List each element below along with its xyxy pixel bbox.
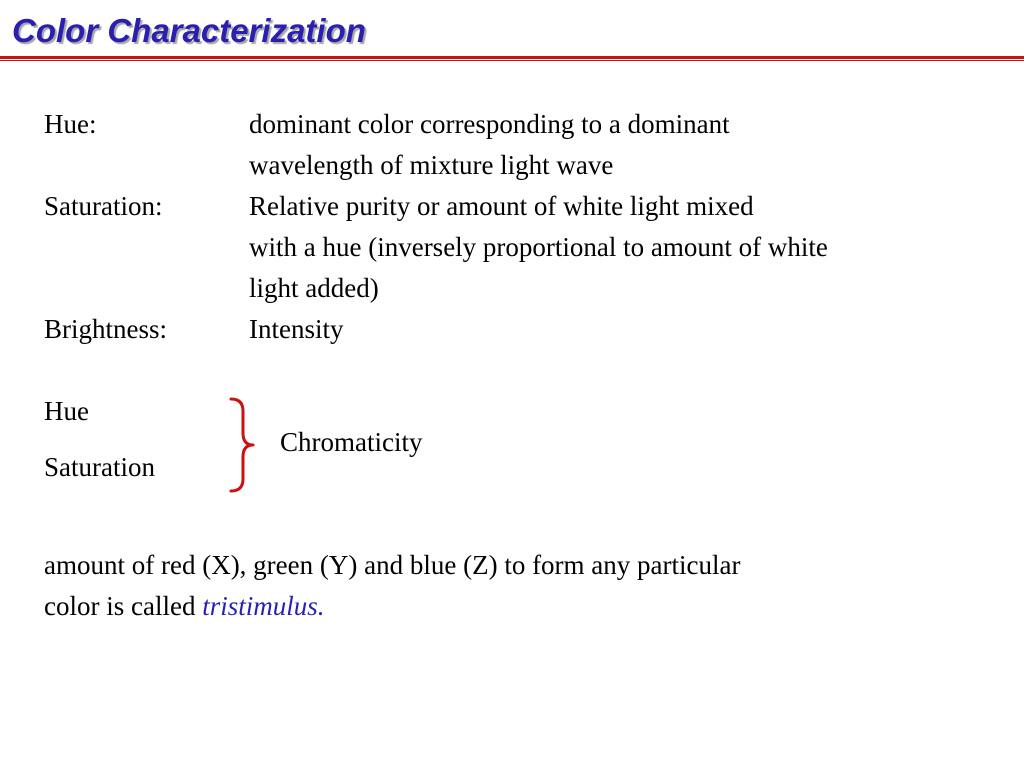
- chromaticity-label: Chromaticity: [280, 427, 423, 457]
- definition-list: [44, 104, 1004, 350]
- chromaticity-component-saturation: Saturation: [44, 452, 155, 482]
- chromaticity-component-hue: Hue: [44, 396, 89, 426]
- definition-line: light added): [249, 273, 379, 303]
- definition-term: Saturation:: [44, 191, 163, 221]
- definition-line: wavelength of mixture light wave: [249, 150, 614, 180]
- definition-description: [249, 309, 1004, 350]
- definition-description: [249, 104, 1004, 186]
- title-underline: [0, 56, 1024, 62]
- curly-brace-icon: [226, 396, 262, 494]
- definition-line: Intensity: [249, 314, 344, 344]
- title-underline-thick: [0, 56, 1024, 59]
- definition-term: Brightness:: [44, 314, 168, 344]
- tristimulus-paragraph: [44, 545, 1004, 627]
- tristimulus-term: tristimulus.: [202, 591, 325, 621]
- definition-line: Relative purity or amount of white light mixed: [249, 191, 754, 221]
- definition-description: [249, 186, 1004, 309]
- brace-path: [231, 399, 253, 491]
- tristimulus-prefix: color is called: [44, 591, 203, 621]
- definition-brightness: [44, 309, 1004, 350]
- definition-line: dominant color corresponding to a dominant: [249, 109, 730, 139]
- tristimulus-line-2: [44, 586, 1004, 627]
- slide-title: Color Characterization: [12, 12, 366, 49]
- definition-hue: [44, 104, 1004, 186]
- definition-line: with a hue (inversely proportional to amount of white: [249, 232, 828, 262]
- definition-saturation: [44, 186, 1004, 309]
- title-underline-thin: [0, 60, 1024, 61]
- tristimulus-line-1: amount of red (X), green (Y) and blue (Z) to form any particular: [44, 550, 741, 580]
- definition-term: Hue:: [44, 109, 97, 139]
